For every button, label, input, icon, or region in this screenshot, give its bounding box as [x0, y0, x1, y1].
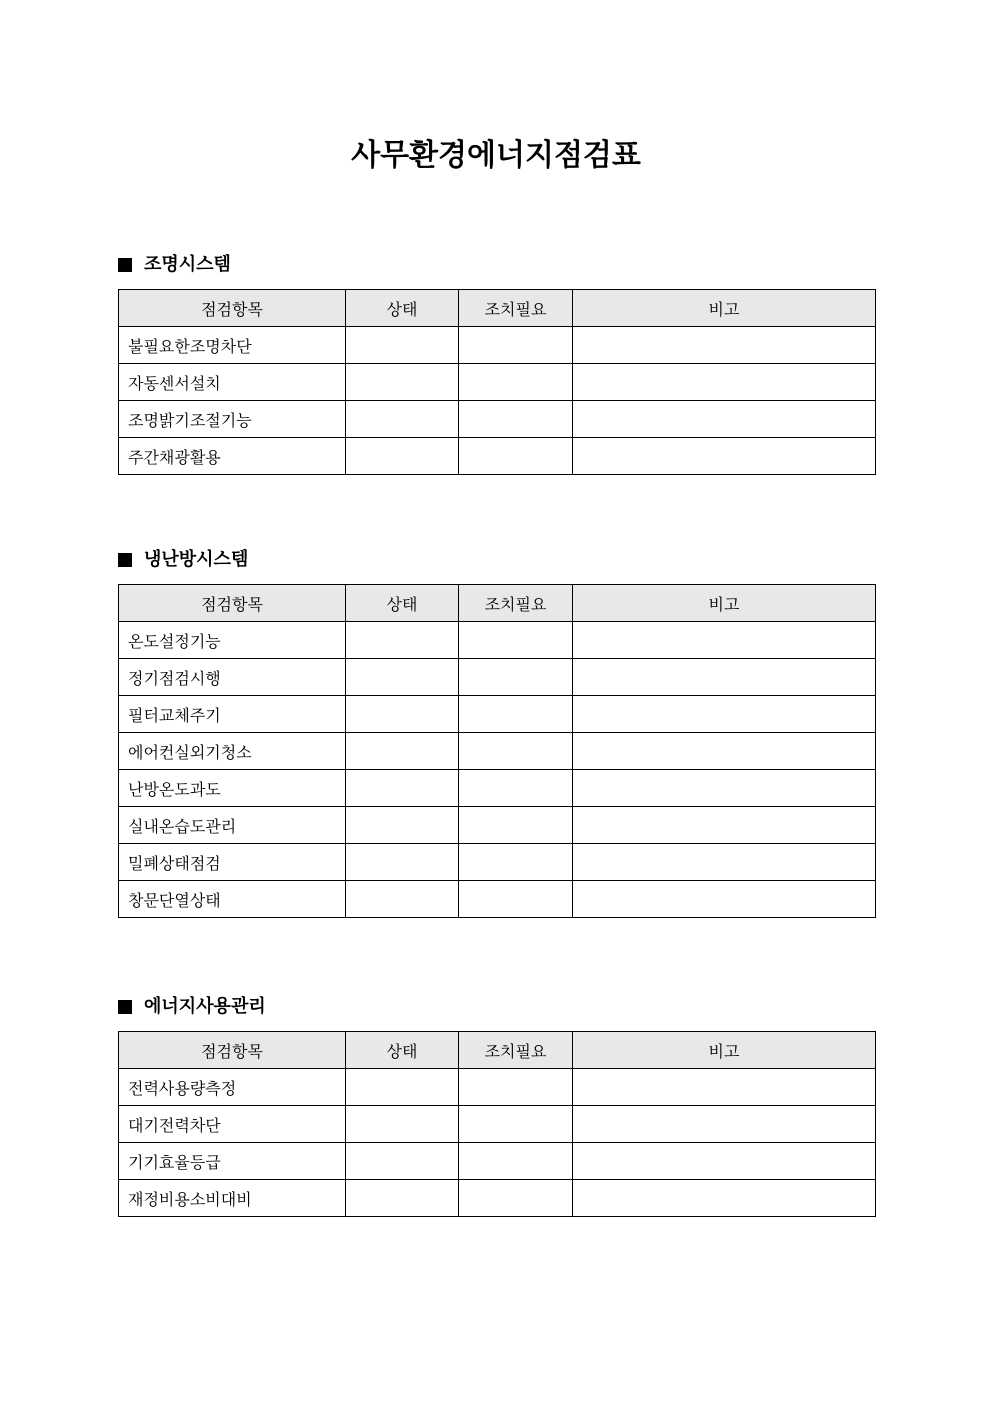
status-cell[interactable] [346, 401, 459, 438]
column-header-item: 점검항목 [119, 1032, 346, 1069]
hvac-checklist-table [118, 584, 876, 918]
column-header-status: 상태 [346, 1032, 459, 1069]
column-header-remarks: 비고 [573, 1032, 876, 1069]
remarks-cell[interactable] [573, 1069, 876, 1106]
table-row [119, 1069, 876, 1106]
column-header-remarks: 비고 [573, 290, 876, 327]
table-row [119, 844, 876, 881]
column-header-status: 상태 [346, 585, 459, 622]
status-cell[interactable] [346, 881, 459, 918]
check-item: 대기전력차단 [119, 1106, 346, 1143]
table-row [119, 696, 876, 733]
action-cell[interactable] [459, 696, 573, 733]
check-item: 실내온습도관리 [119, 807, 346, 844]
check-item: 온도설정기능 [119, 622, 346, 659]
action-cell[interactable] [459, 659, 573, 696]
check-item: 재정비용소비대비 [119, 1180, 346, 1217]
table-header-row [119, 585, 876, 622]
section-heading-energy-usage [118, 994, 266, 1020]
action-cell[interactable] [459, 438, 573, 475]
status-cell[interactable] [346, 1180, 459, 1217]
status-cell[interactable] [346, 696, 459, 733]
energy-usage-checklist-table [118, 1031, 876, 1217]
check-item: 난방온도과도 [119, 770, 346, 807]
remarks-cell[interactable] [573, 1143, 876, 1180]
action-cell[interactable] [459, 401, 573, 438]
remarks-cell[interactable] [573, 733, 876, 770]
column-header-action: 조치필요 [459, 1032, 573, 1069]
column-header-action: 조치필요 [459, 585, 573, 622]
action-cell[interactable] [459, 1180, 573, 1217]
status-cell[interactable] [346, 807, 459, 844]
page-title: 사무환경에너지점검표 [351, 138, 641, 173]
action-cell[interactable] [459, 844, 573, 881]
table-row [119, 1180, 876, 1217]
status-cell[interactable] [346, 844, 459, 881]
status-cell[interactable] [346, 364, 459, 401]
section-title: 냉난방시스템 [144, 549, 249, 570]
status-cell[interactable] [346, 438, 459, 475]
table-row [119, 1143, 876, 1180]
table-header-row [119, 1032, 876, 1069]
remarks-cell[interactable] [573, 696, 876, 733]
table-row [119, 1106, 876, 1143]
remarks-cell[interactable] [573, 881, 876, 918]
check-item: 밀폐상태점검 [119, 844, 346, 881]
status-cell[interactable] [346, 1143, 459, 1180]
table-row [119, 659, 876, 696]
remarks-cell[interactable] [573, 438, 876, 475]
table-row [119, 881, 876, 918]
status-cell[interactable] [346, 1106, 459, 1143]
remarks-cell[interactable] [573, 807, 876, 844]
action-cell[interactable] [459, 622, 573, 659]
remarks-cell[interactable] [573, 401, 876, 438]
column-header-status: 상태 [346, 290, 459, 327]
remarks-cell[interactable] [573, 770, 876, 807]
table-row [119, 770, 876, 807]
check-item: 불필요한조명차단 [119, 327, 346, 364]
square-bullet-icon [118, 1000, 132, 1014]
table-row [119, 622, 876, 659]
action-cell[interactable] [459, 1143, 573, 1180]
section-heading-hvac [118, 547, 248, 573]
action-cell[interactable] [459, 1106, 573, 1143]
column-header-action: 조치필요 [459, 290, 573, 327]
remarks-cell[interactable] [573, 327, 876, 364]
column-header-item: 점검항목 [119, 290, 346, 327]
status-cell[interactable] [346, 327, 459, 364]
section-title: 에너지사용관리 [144, 996, 266, 1017]
check-item: 전력사용량측정 [119, 1069, 346, 1106]
action-cell[interactable] [459, 733, 573, 770]
remarks-cell[interactable] [573, 1180, 876, 1217]
table-row [119, 807, 876, 844]
remarks-cell[interactable] [573, 659, 876, 696]
column-header-remarks: 비고 [573, 585, 876, 622]
table-header-row [119, 290, 876, 327]
action-cell[interactable] [459, 327, 573, 364]
table-row [119, 364, 876, 401]
table-row [119, 438, 876, 475]
check-item: 주간채광활용 [119, 438, 346, 475]
square-bullet-icon [118, 258, 132, 272]
lighting-checklist-table [118, 289, 876, 475]
section-heading-lighting [118, 252, 231, 278]
table-row [119, 733, 876, 770]
action-cell[interactable] [459, 807, 573, 844]
check-item: 기기효율등급 [119, 1143, 346, 1180]
square-bullet-icon [118, 553, 132, 567]
remarks-cell[interactable] [573, 622, 876, 659]
status-cell[interactable] [346, 659, 459, 696]
action-cell[interactable] [459, 881, 573, 918]
table-row [119, 401, 876, 438]
remarks-cell[interactable] [573, 364, 876, 401]
column-header-item: 점검항목 [119, 585, 346, 622]
check-item: 에어컨실외기청소 [119, 733, 346, 770]
action-cell[interactable] [459, 1069, 573, 1106]
check-item: 필터교체주기 [119, 696, 346, 733]
check-item: 창문단열상태 [119, 881, 346, 918]
check-item: 자동센서설치 [119, 364, 346, 401]
section-title: 조명시스템 [144, 254, 231, 275]
remarks-cell[interactable] [573, 844, 876, 881]
table-row [119, 327, 876, 364]
check-item: 조명밝기조절기능 [119, 401, 346, 438]
check-item: 정기점검시행 [119, 659, 346, 696]
action-cell[interactable] [459, 770, 573, 807]
status-cell[interactable] [346, 1069, 459, 1106]
action-cell[interactable] [459, 364, 573, 401]
remarks-cell[interactable] [573, 1106, 876, 1143]
status-cell[interactable] [346, 622, 459, 659]
status-cell[interactable] [346, 770, 459, 807]
status-cell[interactable] [346, 733, 459, 770]
